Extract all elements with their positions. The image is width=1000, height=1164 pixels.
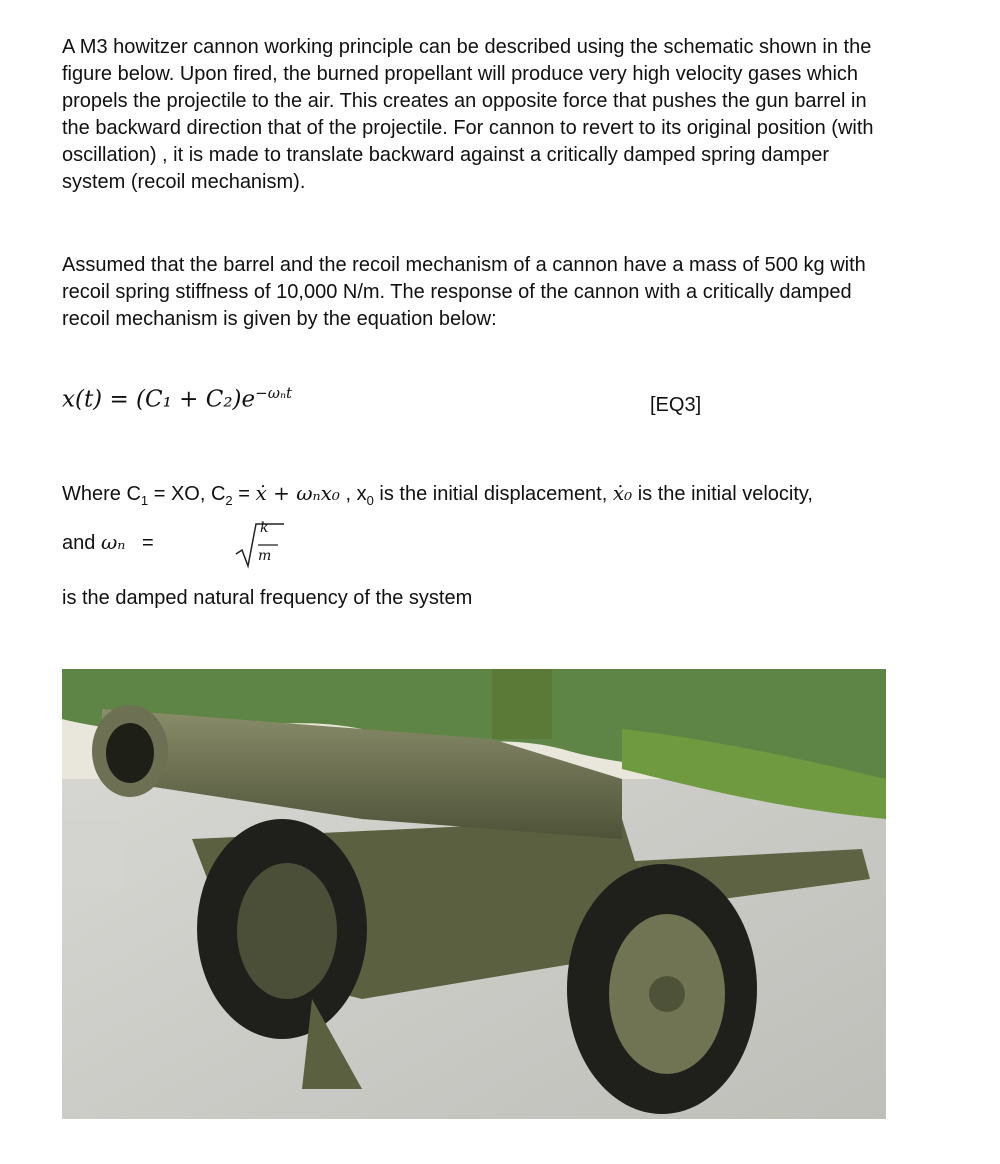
where-c1: = XO, C [153, 483, 226, 505]
where-prefix: Where C [62, 483, 141, 505]
howitzer-photo [62, 669, 886, 1119]
equation-tag: [EQ3] [650, 394, 702, 416]
intro-paragraph: A M3 howitzer cannon working principle can be described using the schematic shown in the figure below. Upon fired, the burned propellant will produce very high velocity gases which propels the projectile to the air. This creates an opposite force that pushes the gun barrel in the backward direction that of the projectile. For cannon to revert to its original position (with oscillation) , it is made to translate backward against a critically damped spring damper system (recoil mechanism). [62, 36, 874, 193]
where-x0-label: , x [345, 483, 367, 505]
response-equation [62, 384, 292, 413]
fraction-denominator: m [258, 548, 272, 564]
omega-label: and ωₙ = [62, 530, 154, 554]
frequency-text: is the damped natural frequency of the system [62, 587, 473, 609]
where-c2-expression: ẋ + ωₙx₀ [255, 481, 340, 505]
where-c2-equals: = [238, 483, 250, 505]
omega-symbol: ωₙ [100, 530, 126, 554]
where-v0-text: is the initial velocity, [637, 483, 813, 505]
where-line: Where $C_1$ = XO, $C_2$ = ẋ + ωₙx₀ , $x_0$ is the initial displacement, ẋ₀ is the initial velocity, [62, 481, 813, 508]
assumption-paragraph: Assumed that the barrel and the recoil mechanism of a cannon have a mass of 500 kg with recoil spring stiffness of 10,000 N/m. The response of the cannon with a critically damped recoil mechanism is given by the equation below: [62, 254, 866, 330]
fraction-numerator: k [260, 520, 269, 536]
where-x0-text: is the initial displacement, [379, 483, 608, 505]
where-v0: ẋ₀ [612, 481, 633, 505]
equation-exponent: −ωₙt [255, 384, 293, 402]
equation-body: x(t) = (C₁ + C₂)e [62, 386, 256, 413]
